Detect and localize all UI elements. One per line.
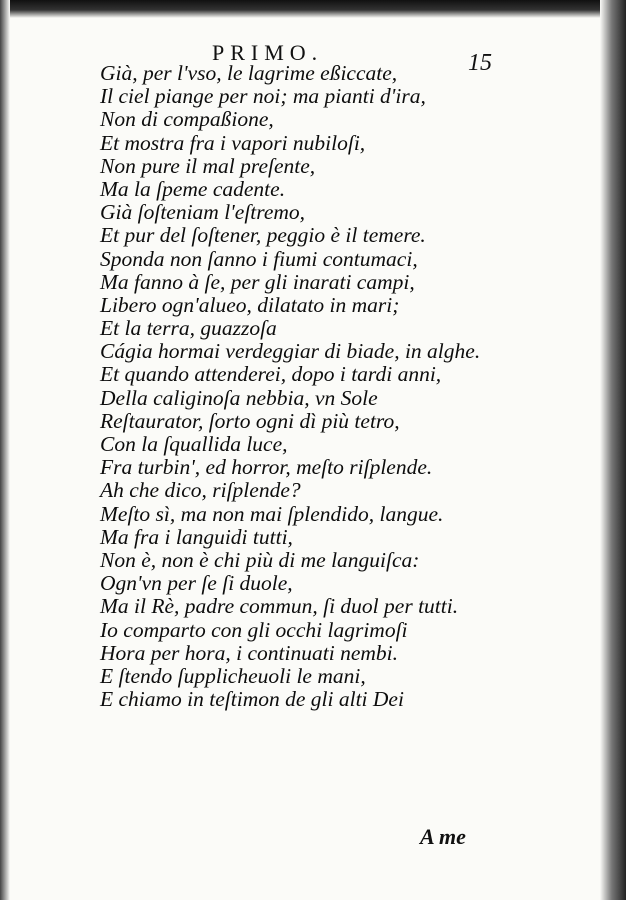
running-head: PRIMO. [212,40,324,65]
verse-line: Non pure il mal preſente, [100,153,316,178]
verse-line: Della caliginoſa nebbia, vn Sole [100,385,378,410]
verse-line: Ma la ſpeme cadente. [100,176,286,201]
page-number: 15 [468,50,492,76]
verse-line: Reſtaurator, ſorto ogni dì più tetro, [100,408,400,433]
catchword: A me [420,824,466,849]
verse-line: Et pur del ſoſtener, peggio è il temere. [100,223,426,248]
verse-line: Ogn'vn per ſe ſi duole, [100,571,293,596]
verse-line: Hora per hora, i continuati nembi. [100,640,398,665]
verse-line: Ma il Rè, padre commun, ſi duol per tutti. [100,594,459,619]
verse-line: Et quando attenderei, dopo i tardi anni, [100,362,442,387]
scan-top-edge [0,0,626,18]
verse-line: E ſtendo ſupplicheuoli le mani, [100,663,366,688]
verse-line: Cágia hormai verdeggiar di biade, in alghe. [100,339,481,364]
verse-line: Con la ſquallida luce, [100,432,288,456]
verse-line: Et la terra, guazzoſa [100,316,277,341]
verse-line: Già ſoſteniam l'eſtremo, [100,200,306,225]
verse-line: Ma fra i languidi tutti, [100,524,293,549]
verse-line: Libero ogn'alueo, dilatato in mari; [100,292,400,317]
verse-line: Ah che dico, riſplende? [100,478,301,503]
verse-line: Non di compaßione, [100,107,274,132]
verse-line: Fra turbin', ed horror, meſto riſplende. [100,455,433,480]
verse-line: Et mostra fra i vapori nubiloſi, [100,130,366,155]
verse-line: Ma fanno à ſe, per gli inarati campi, [100,269,415,294]
verse-line: Il ciel piange per noi; ma pianti d'ira, [100,84,426,109]
verse-line: E chiamo in teſtimon de gli alti Dei [100,687,404,712]
scan-right-edge [600,0,626,900]
verse-line: Non è, non è chi più di me languiſca: [100,547,420,572]
verse-line: Meſto sì, ma non mai ſplendido, langue. [100,501,444,526]
scan-left-edge [0,0,10,900]
verse-line: Già, per l'vso, le lagrime eßiccate, [100,61,398,85]
verse-line: Sponda non ſanno i fiumi contumaci, [100,246,418,271]
verse-line: Io comparto con gli occhi lagrimoſi [100,617,408,642]
verse-text [100,62,480,711]
